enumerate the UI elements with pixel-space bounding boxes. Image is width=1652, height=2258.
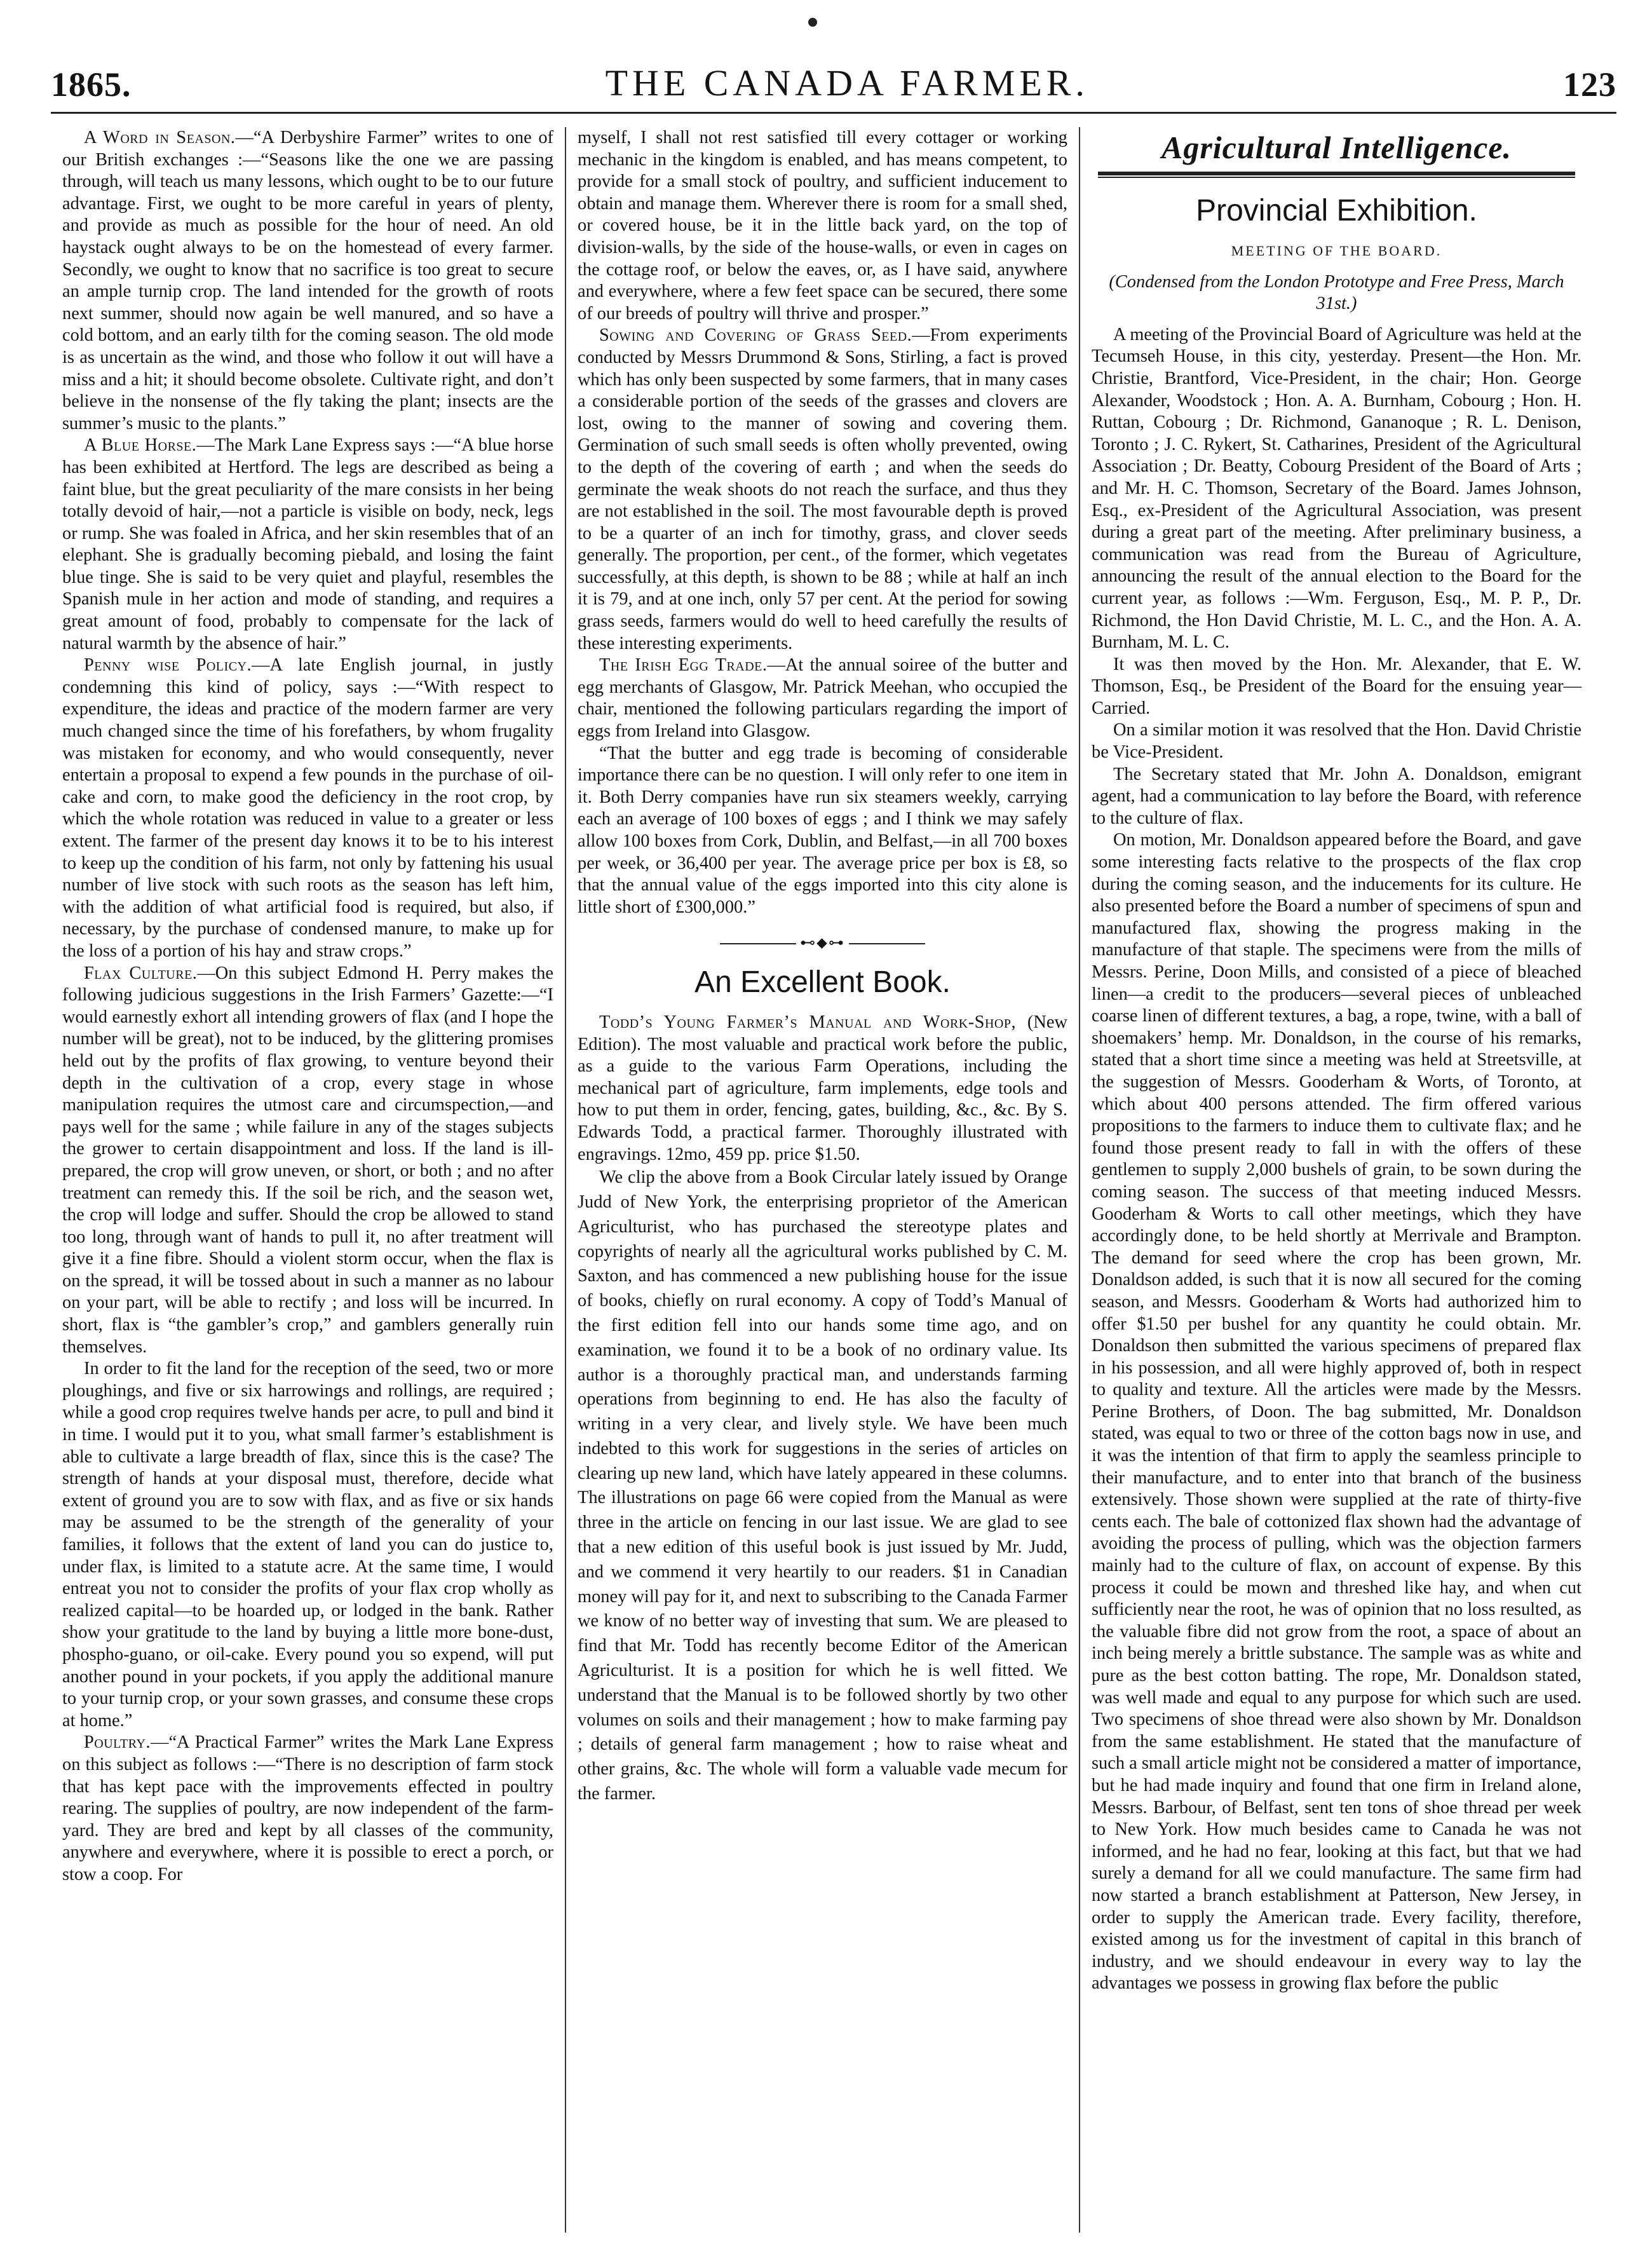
ink-dot — [808, 18, 817, 27]
page-number: 123 — [1563, 65, 1616, 104]
article-book-review: We clip the above from a Book Circular lately issued by Orange Judd of New York, the enterprising proprietor of the American Agriculturist, who has purchased the stereotype plates and copyrights of nearly all the agricultural works published by C. M. Saxton, and has commenced a new publishing house for the issue of books, chiefly on rural economy. A copy of Todd’s Manual of the first edition fell into our hands some time ago, and on examination, we found it to be a book of no ordinary value. Its author is a thoroughly practical man, and understands farming operations from beginning to end. He has also the faculty of writing in a very clear, and lively style. We have been much indebted to this work for suggestions in the series of articles on clearing up new land, which have lately appeared in these columns. The illustrations on page 66 were copied from the Manual as were three in the article on fencing in our last issue. We are glad to see that a new edition of this useful book is just issued by Mr. Judd, and we commend it very heartily to our readers. $1 in Canadian money will pay for it, and next to subscribing to the Canada Farmer we know of no better way of investing that sum. We are pleased to find that Mr. Todd has recently become Editor of the American Agriculturist. It is a position for which he is well fitted. We understand that the Manual is to be followed shortly by two other volumes on soils and their management ; how to make farming pay ; details of general farm management ; how to raise wheat and other grains, &c. The whole will form a valuable vade mecum for the farmer. — [578, 1167, 1067, 1804]
column-3 — [1079, 127, 1593, 2233]
article-text: —From experiments conducted by Messrs Drummond & Sons, Stirling, a fact is proved which has only been suspected by some farmers, that in many cases a considerable portion of the seeds of the grasses and clovers are lost, owing to the manner of sowing and covering them. Germination of such small seeds is often wholly prevented, owing to the depth of the covering of earth ; and when the seeds do germinate the weak shoots do not reach the surface, and thus they are not established in the soil. The most favourable depth is proved to be a quarter of an inch for timothy, grass, and clover seeds generally. The proportion, per cent., of the former, which vegetates successfully, at this depth, is shown to be 88 ; while at half an inch it is 79, and at one inch, only 57 per cent. At the period for sowing grass seeds, farmers would do well to heed carefully the results of these interesting experiments. — [578, 325, 1068, 653]
article-title: Provincial Exhibition. — [1196, 194, 1477, 228]
article-egg-trade-quote: “That the butter and egg trade is becoming of considerable importance there can be no question. I will only refer to one item in it. Both Derry companies have run six steamers weekly, carrying each an average of 100 boxes of eggs ; and I think we may safely allow 100 boxes from Cork, Dublin, and Belfast,—in all 700 boxes per week, or 36,400 per year. The average price per box is £8, so that the annual value of the eggs imported into this city alone is little short of £300,000.” — [578, 743, 1067, 917]
ornament-line — [849, 943, 925, 944]
heading-rule-thin — [1098, 177, 1575, 178]
article-paragraph: It was then moved by the Hon. Mr. Alexander, that E. W. Thomson, Esq., be President of the Board for the ensuing year—Carried. — [1092, 654, 1581, 718]
heading-rule-thick — [1098, 172, 1575, 175]
article-lead: A Blue Horse. — [84, 435, 197, 456]
article-text: —A late English journal, in justly condemning this kind of policy, says :—“With respect to expenditure, the ideas and practice of the modern farmer are very much changed since the time of his forefathers, by whom frugality was mistaken for economy, and who would consequently, never entertain a proposal to expend a few pounds in the purchase of oil-cake and corn, to make good the deficiency in the root crop, by which the whole rotation was reduced in value to a greater or less extent. The farmer of the present day knows it to be to his interest to keep up the condition of his farm, not only by fattening his usual number of live stock with such roots as the season has left him, with the addition of what artificial food is required, but also, if necessary, by the purchase of condensed manure, to make up for the loss of a portion of his hay and straw crops.” — [62, 655, 553, 961]
section-heading: Agricultural Intelligence. — [1161, 130, 1512, 165]
article-text: —“A Practical Farmer” writes the Mark Lane Express on this subject as follows :—“There is no description of farm stock that has kept pace with the improvements effected in poultry rearing. The supplies of poultry, are now independent of the farm-yard. They are bred and kept by all classes of the community, anywhere and everywhere, where it is possible to erect a porch, or stow a coop. For — [62, 1732, 553, 1884]
article-text: —On this subject Edmond H. Perry makes the following judicious suggestions in the Irish Farmers’ Gazette:—“I would earnestly exhort all intending growers of flax (and I hope the number will be great), not to be induced, by the glittering promises held out by the profits of flax growing, to venture beyond their depth in the cultivation of a crop, every stage in whose manipulation requires the utmost care and circumspection,—and pays well for the same ; while failure in any of the stages subjects the grower to certain disappointment and loss. If the land is ill-prepared, the crop will grow uneven, or short, or both ; and no after treatment can remedy this. If the soil be rich, and the season wet, the crop will lodge and suffer. Should the crop be allowed to stand too long, through want of hands to pull it, no after treatment will give it a fine fibre. Should a violent storm occur, when the flax is on the spread, it will be tossed about in such a manner as no labour on your part, will be able to rectify ; and loss will be incurred. In short, flax is “the gambler’s crop,” and gamblers generally ruin themselves. — [62, 963, 553, 1357]
article-flax-culture-cont: In order to fit the land for the reception of the seed, two or more ploughings, and five or six harrowings and rollings, are required ; while a good crop requires twelve hands per acre, to pull and bind it in time. I would put it to you, what small farmer’s establishment is able to cultivate a large breadth of flax, since this is the case? The strength of hands at your disposal must, therefore, decide what extent of ground you are to sow with flax, and as five or six hands may be assumed to be the strength of the generality of your families, it follows that the extent of land you can do justice to, under flax, is limited to a statute acre. At the same time, I would entreat you not to consider the profits of your flax crop wholly as realized capital—to be hoarded up, or lodged in the bank. Rather show your gratitude to the land by buying a little more bone-dust, phospho-guano, or oil-cake. Every pound you so expend, will put another pound in your pockets, if you apply the additional manure to your turnip crop, or your sown grasses, and consume these crops at home.” — [62, 1359, 553, 1731]
article-lead: Penny wise Policy. — [84, 655, 252, 676]
article-paragraph: A meeting of the Provincial Board of Agriculture was held at the Tecumseh House, in this city, yesterday. Present—the Hon. Mr. Christie, Brantford, Vice-President, in the chair; Hon. George Alexander, Woodstock ; Hon. A. A. Burnham, Cobourg ; Hon. H. Ruttan, Cobourg ; Dr. Richmond, Gananoque ; R. L. Denison, Toronto ; J. C. Rykert, St. Catharines, President of the Agricultural Association ; Dr. Beatty, Cobourg President of the Board of Arts ; and Mr. H. C. Thomson, Secretary of the Board. James Johnson, Esq., ex-President of the Agricultural Association, was present during a great part of the meeting. After preliminary business, a communication was read from the Bureau of Agriculture, announcing the result of the annual election to the Board for the current year, as follows :—Wm. Ferguson, Esq., M. P. P., Dr. Richmond, the Hon David Christie, M. L. C., and the Hon. A. A. Burnham, M. L. C. — [1092, 324, 1581, 653]
article-poultry-cont: myself, I shall not rest satisfied till every cottager or working mechanic in the kingdom is enabled, and has means competent, to provide for a small stock of poultry, and sufficient inducement to obtain and manage them. Wherever there is room for a small shed, or covered house, be it in the little back yard, on the top of division-walls, by the side of the house-walls, or even in cages on the cottage roof, or below the eaves, or, as I have said, anywhere and everywhere, where a few feet space can be secured, there some of our breeds of poultry will thrive and prosper.” — [578, 128, 1067, 323]
article-lead: Sowing and Covering of Grass Seed. — [599, 325, 912, 346]
article-lead: Poultry. — [84, 1732, 151, 1753]
article-egg-trade — [578, 655, 1067, 742]
article-flax-culture — [62, 963, 553, 1359]
article-lead: The Irish Egg Trade. — [599, 655, 768, 676]
masthead-title: THE CANADA FARMER. — [605, 62, 1089, 104]
ornament-line — [720, 943, 796, 944]
book-section-title: An Excellent Book. — [694, 965, 951, 999]
article-lead: A Word in Season. — [84, 128, 236, 147]
page-header — [51, 50, 1616, 104]
article-book-notice — [578, 1012, 1067, 1166]
article-grass-seed — [578, 325, 1067, 655]
article-text: —The Mark Lane Express says :—“A blue horse has been exhibited at Hertford. The legs are described as being a faint blue, but the great peculiarity of the mare consists in her being totally devoid of hair,—not a particle is visible on body, neck, legs or rump. She was foaled in Africa, and her skin resembles that of an elephant. She is gradually becoming piebald, and losing the faint blue tinge. She is said to be very quiet and playful, resembles the Spanish mule in her action and mode of standing, and requires a great amount of food, probably to compensate for the lack of natural warmth by the absence of hair.” — [62, 435, 553, 653]
column-1 — [51, 127, 565, 2233]
article-lead: Todd’s Young Farmer’s Manual and Work-Shop, — [599, 1012, 1017, 1032]
article-text: (New Edition). The most valuable and practical work before the public, as a guide to the various Farm Operations, including the mechanical part of agriculture, farm implements, edge tools and how to put them in order, fencing, gates, building, &c., &c. By S. Edwards Todd, a practical farmer. Thoroughly illustrated with engravings. 12mo, 459 pp. price $1.50. — [578, 1012, 1067, 1164]
ornament-glyph: ⊷⬥⊶ — [800, 935, 845, 952]
article-source: (Condensed from the London Prototype and Free Press, March 31st.) — [1109, 271, 1564, 314]
column-2 — [565, 127, 1079, 2233]
article-blue-horse — [62, 435, 553, 655]
article-penny-wise — [62, 655, 553, 962]
article-paragraph: The Secretary stated that Mr. John A. Donaldson, emigrant agent, had a communication to lay before the Board, with reference to the culture of flax. — [1092, 764, 1581, 828]
article-columns — [51, 127, 1616, 2233]
section-ornament — [578, 932, 1067, 955]
article-word-in-season — [62, 127, 553, 435]
header-rule — [51, 112, 1616, 114]
article-subhead: MEETING OF THE BOARD. — [1231, 243, 1442, 259]
article-poultry — [62, 1732, 553, 1886]
article-text: —At the annual soiree of the butter and egg merchants of Glasgow, Mr. Patrick Meehan, who occupied the chair, mentioned the following particulars regarding the import of eggs from Ireland into Glasgow. — [578, 655, 1067, 742]
article-paragraph: On a similar motion it was resolved that the Hon. David Christie be Vice-President. — [1092, 720, 1581, 763]
header-year: 1865. — [51, 65, 132, 104]
article-text: —“A Derbyshire Farmer” writes to one of our British exchanges :—“Seasons like the one we are passing through, will teach us many lessons, which ought to be to our future advantage. First, we ought to be more careful in years of plenty, and provide as much as possible for the hour of need. An old haystack ought always to be on the homestead of every farmer. Secondly, we ought to know that no sacrifice is too great to secure an ample turnip crop. The land intended for the growth of roots next summer, should now again be well manured, and so have a cold bottom, and an early tilth for the coming season. The old mode is as uncertain as the wind, and those who follow it out will have a miss and a hit; it should become obsolete. Cultivate right, and don’t believe in the nonsense of the fly taking the plant; insects are the summer’s music to the plants.” — [62, 128, 553, 433]
article-lead: Flax Culture. — [84, 963, 198, 983]
article-paragraph: On motion, Mr. Donaldson appeared before the Board, and gave some interesting facts relative to the prospects of the flax crop during the coming season, and the inducements for its culture. He also presented before the Board a number of specimens of spun and manufactured flax, showing the progress making in the manufacture of that staple. The specimens were from the mills of Messrs. Perine, Doon Mills, and consisted of a piece of bleached linen—a credit to the producers—several pieces of unbleached coarse linen of different textures, a bag, a rope, twine, with a ball of shoemakers’ hemp. Mr. Donaldson, in the course of his remarks, stated that a short time since a meeting was held at Streetsville, at the suggestion of Messrs. Gooderham & Worts, of Toronto, at which about 400 persons attended. The firm offered various propositions to the farmers to induce them to cultivate flax; and he found those present ready to fall in with the offers of these gentlemen to supply 2,000 bushels of grain, to be sown during the coming season. The success of that meeting induced Messrs. Gooderham & Worts to call other meetings, which they have accordingly done, to be held shortly at Merrivale and Brampton. The demand for seed where the crop has been grown, Mr. Donaldson added, is such that it is now all secured for the coming season, and Messrs. Gooderham & Worts had authorized him to offer $1.50 per bushel for any quantity he could obtain. Mr. Donaldson then submitted the various specimens of prepared flax in his possession, and all were highly approved of, both in respect to quality and texture. All the articles were made by the Messrs. Perine Brothers, of Doon. The bag submitted, Mr. Donaldson stated, was equal to two or three of the cotton bags now in use, and it was the intention of that firm to apply the seamless principle to their manufacture, and to enter into that branch of the business extensively. Those shown were supplied at the rate of thirty-five cents each. The bale of cottonized flax shown had the advantage of avoiding the process of pulling, which was the objection farmers mainly had to the culture of flax, on account of expense. By this process it could be mown and threshed like hay, and when cut sufficiently near the root, he was of opinion that no loss resulted, as the valuable fibre did not grow from the root, a space of about an inch being merely a brittle substance. The sample was as white and pure as the best cotton batting. The rope, Mr. Donaldson stated, was well made and equal to any purpose for which such are used. Two specimens of shoe thread were also shown by Mr. Donaldson from the same establishment. He stated that the manufacture of such a small article might not be considered a matter of importance, but he had made inquiry and found that one firm in Ireland alone, Messrs. Barbour, of Belfast, sent ten tons of shoe thread per week to New York. How much besides came to Canada he was not informed, and he had no fear, looking at this fact, but that we had surely a demand for all we could manufacture. The same firm had now started a branch establishment at Patterson, New Jersey, in order to supply the American trade. Every facility, therefore, existed among us for the investment of capital in this branch of industry, and we should endeavour in every way to lay the advantages we possess in growing flax before the public — [1092, 830, 1582, 1994]
